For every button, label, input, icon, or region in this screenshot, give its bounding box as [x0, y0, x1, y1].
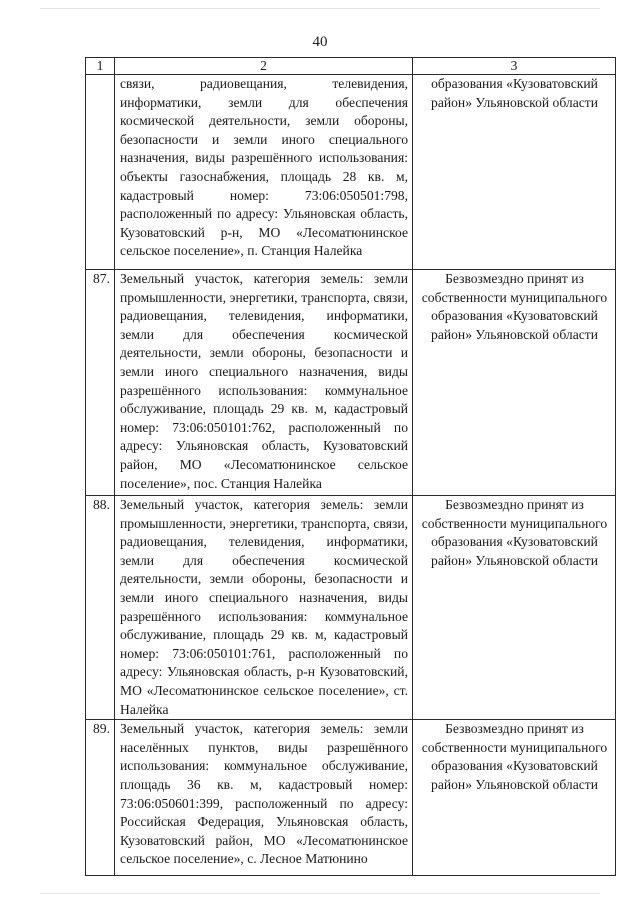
scan-artifact-bottom: [40, 893, 600, 894]
row-status: Безвозмездно принят из собственности муниципального образования «Кузоватовский район» Ульяновской области: [413, 720, 616, 876]
row-number: 88.: [86, 496, 115, 720]
header-cell-1: 1: [86, 58, 115, 75]
row-description: Земельный участок, категория земель: земли населённых пунктов, виды разрешённого использования: коммунальное обслуживание, площадь 36 кв. м, кадастровый номер: 73:06:050601:399, расположенный по адресу: Российская Федерация, Ульяновская область, Кузоватовский район, МО «Лесоматюнинское сельское поселение», с. Лесное Матюнино: [115, 720, 413, 876]
row-status: Безвозмездно принят из собственности муниципального образования «Кузоватовский район» Ульяновской области: [413, 270, 616, 496]
table-header-row: [86, 58, 616, 75]
table-row: [86, 720, 616, 876]
page-number: 40: [312, 34, 328, 50]
row-number: 89.: [86, 720, 115, 876]
row-description: Земельный участок, категория земель: земли промышленности, энергетики, транспорта, связи, радиовещания, телевидения, информатики, земли для обеспечения космической деятельности, земли обороны, безопасности и земли иного специального назначения, виды разрешённого использования: коммунальное обслуживание, площадь 29 кв. м, кадастровый номер: 73:06:050101:762, расположенный по адресу: Ульяновская область, Кузоватовский район, МО «Лесоматюнинское сельское поселение», пос. Станция Налейка: [115, 270, 413, 496]
header-cell-3: 3: [413, 58, 616, 75]
row-number: 87.: [86, 270, 115, 496]
header-cell-2: 2: [115, 58, 413, 75]
row-description: Земельный участок, категория земель: земли промышленности, энергетики, транспорта, связи, радиовещания, телевидения, информатики, земли для обеспечения космической деятельности, земли обороны, безопасности и земли иного специального назначения, виды разрешённого использования: коммунальное обслуживание, площадь 29 кв. м, кадастровый номер: 73:06:050101:761, расположенный по адресу: Ульяновская область, р-н Кузоватовский, МО «Лесоматюнинское сельское поселение», ст. Налейка: [115, 496, 413, 720]
row-number: [86, 75, 115, 270]
row-status: образования «Кузоватовский район» Ульяновской области: [413, 75, 616, 270]
table-row: [86, 270, 616, 496]
row-description: связи, радиовещания, телевидения, информатики, земли для обеспечения космической деятельности, земли обороны, безопасности и земли иного специального назначения, виды разрешённого использования: объекты газоснабжения, площадь 28 кв. м, кадастровый номер: 73:06:050501:798, расположенный по адресу: Ульяновская область, Кузоватовский р-н, МО «Лесоматюнинское сельское поселение», п. Станция Налейка: [115, 75, 413, 270]
scan-artifact-top: [40, 8, 600, 9]
table-row: [86, 75, 616, 270]
table-row: [86, 496, 616, 720]
document-table: [85, 57, 616, 876]
row-status: Безвозмездно принят из собственности муниципального образования «Кузоватовский район» Ульяновской области: [413, 496, 616, 720]
